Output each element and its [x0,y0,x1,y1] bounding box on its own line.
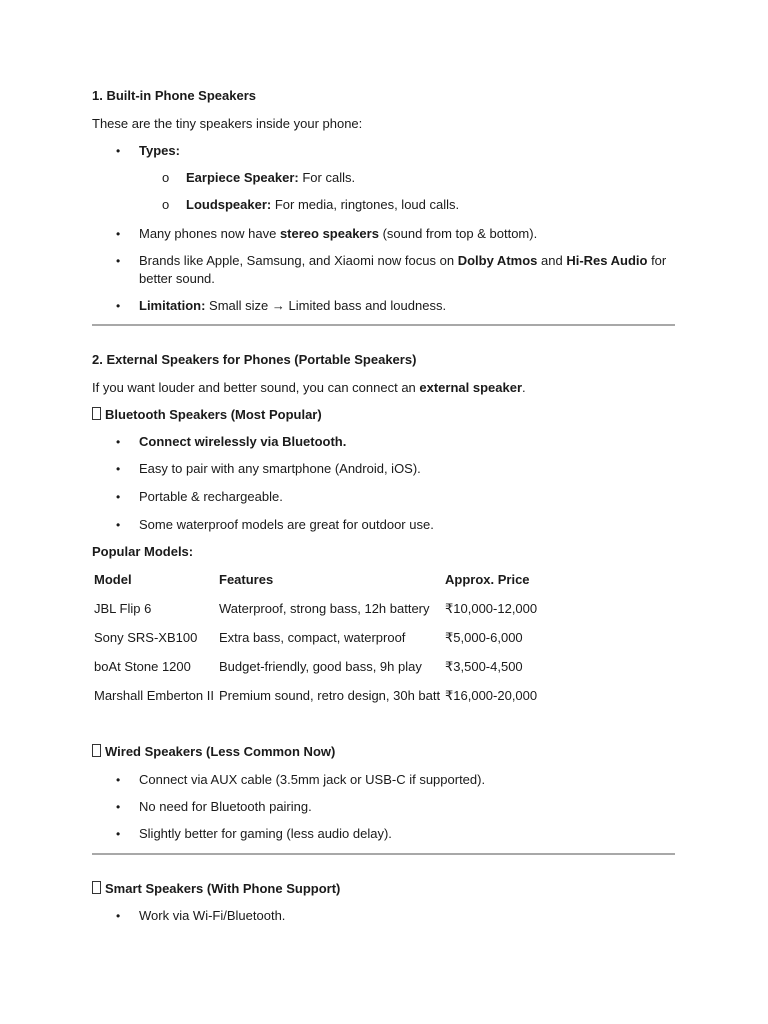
table-cell-model: boAt Stone 1200 [94,659,191,674]
brands-dolby: Dolby Atmos [457,253,538,268]
bullet: • [116,462,121,476]
loudspeaker-text: For media, ringtones, loud calls. [271,197,460,212]
section2-intro [92,380,526,396]
limitation-label: Limitation: [139,298,206,313]
stereo-item [139,226,537,242]
smart-heading [92,881,340,897]
table-cell-price: ₹16,000-20,000 [445,688,538,703]
brands-pre: Brands like Apple, Samsung, and Xiaomi now focus on [139,253,458,268]
wired-heading-text: Wired Speakers (Less Common Now) [105,744,336,759]
brands-line2: better sound. [139,271,215,286]
smart-item: Work via Wi-Fi/Bluetooth. [139,908,286,923]
bullet: • [116,299,121,313]
missing-glyph-box-icon [92,881,101,894]
bt-item: Some waterproof models are great for outdoor use. [139,517,434,532]
earpiece-item [186,170,355,186]
divider [92,853,675,855]
wired-item: Connect via AUX cable (3.5mm jack or USB-C if supported). [139,772,486,787]
brands-post: for [647,253,667,268]
table-cell-features: Extra bass, compact, waterproof [219,630,406,645]
table-header-features: Features [219,572,274,587]
table-cell-price: ₹5,000-6,000 [445,630,523,645]
limitation-item [139,298,446,314]
bluetooth-heading [92,407,322,423]
wired-heading [92,744,335,760]
earpiece-label: Earpiece Speaker: [186,170,299,185]
brands-and: and [537,253,567,268]
table-cell-price: ₹3,500-4,500 [445,659,523,674]
table-cell-features: Budget-friendly, good bass, 9h play [219,659,422,674]
section1-heading: 1. Built-in Phone Speakers [92,88,256,103]
table-cell-model: Sony SRS-XB100 [94,630,198,645]
divider [92,324,675,326]
loudspeaker-label: Loudspeaker: [186,197,272,212]
bullet: • [116,518,121,532]
table-cell-features: Premium sound, retro design, 30h batt [219,688,441,703]
wired-item: Slightly better for gaming (less audio delay). [139,826,392,841]
bullet: • [116,144,121,158]
bullet: • [116,227,121,241]
table-cell-features: Waterproof, strong bass, 12h battery [219,601,430,616]
sub-bullet: o [162,197,170,212]
intro-post: . [522,380,526,395]
types-label: Types: [139,143,180,158]
missing-glyph-box-icon [92,744,101,757]
bullet: • [116,909,121,923]
limitation-text: Small size → Limited bass and loudness. [205,298,447,313]
bullet: • [116,773,121,787]
bt-item: Portable & rechargeable. [139,489,283,504]
table-cell-model: Marshall Emberton II [94,688,214,703]
bullet: • [116,490,121,504]
section1-intro: These are the tiny speakers inside your phone: [92,116,363,131]
table-cell-model: JBL Flip 6 [94,601,152,616]
missing-glyph-box-icon [92,407,101,420]
intro-bold: external speaker [419,380,523,395]
stereo-post: (sound from top & bottom). [378,226,538,241]
stereo-pre: Many phones now have [139,226,280,241]
bullet: • [116,827,121,841]
table-header-price: Approx. Price [445,572,530,587]
brands-hires: Hi-Res Audio [566,253,648,268]
bt-item: Connect wirelessly via Bluetooth. [139,434,347,449]
bullet: • [116,435,121,449]
earpiece-text: For calls. [298,170,356,185]
bullet: • [116,800,121,814]
stereo-bold: stereo speakers [279,226,379,241]
popular-models-label: Popular Models: [92,544,194,559]
bt-item: Easy to pair with any smartphone (Android, iOS). [139,461,421,476]
table-cell-price: ₹10,000-12,000 [445,601,538,616]
loudspeaker-item [186,197,459,213]
bluetooth-heading-text: Bluetooth Speakers (Most Popular) [105,407,322,422]
smart-heading-text: Smart Speakers (With Phone Support) [105,881,341,896]
intro-pre: If you want louder and better sound, you can connect an [92,380,420,395]
wired-item: No need for Bluetooth pairing. [139,799,312,814]
section2-heading: 2. External Speakers for Phones (Portable Speakers) [92,352,417,367]
table-header-model: Model [94,572,132,587]
bullet: • [116,254,121,268]
brands-item [139,253,666,269]
sub-bullet: o [162,170,170,185]
